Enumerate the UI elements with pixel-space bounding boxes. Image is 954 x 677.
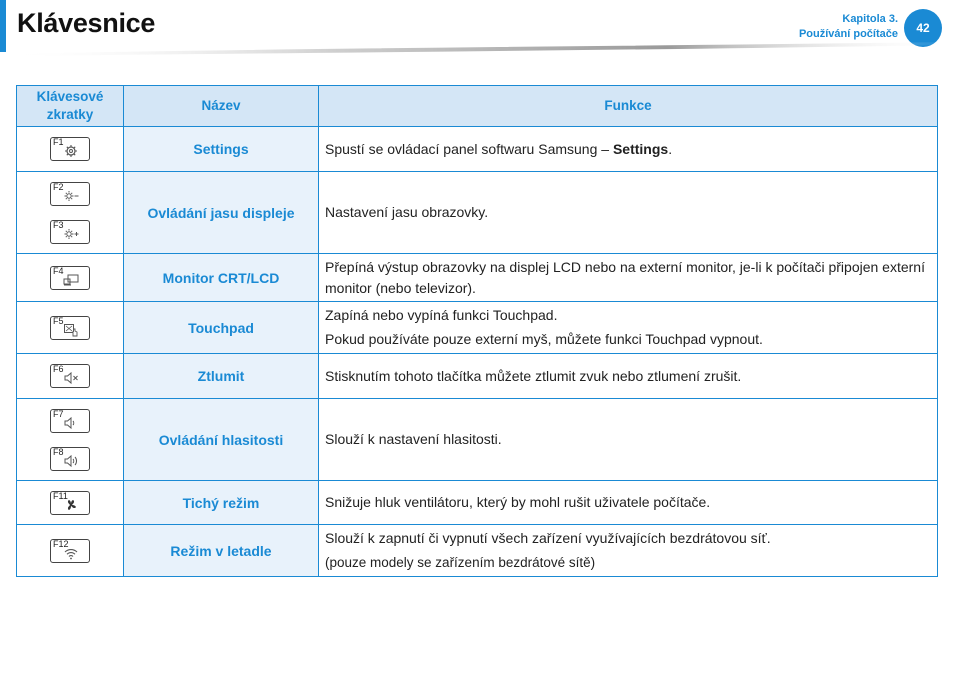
table-row [17,127,938,172]
feature-function [319,399,938,481]
key-label: F2 [53,181,64,192]
feature-function [319,525,938,577]
feature-function [319,302,938,354]
shortcut-cell [17,481,124,525]
key-label: F11 [53,490,68,501]
key-label: F4 [53,265,64,276]
feature-name: Monitor CRT/LCD [124,254,319,302]
feature-name: Ztlumit [124,354,319,399]
function-text: (pouze modely se zařízením bezdrátové sítě) [325,555,596,570]
feature-function [319,172,938,254]
shortcut-cell [17,254,124,302]
key-f6 [50,364,90,388]
key-f1 [50,137,90,161]
shortcut-cell [17,399,124,481]
header-name: Název [124,86,319,127]
function-text: Přepíná výstup obrazovky na displej LCD nebo na externí monitor, je-li k počítači připojen externí monitor (nebo televizor). [325,258,925,296]
key-label: F1 [53,137,64,147]
table-row [17,354,938,399]
shortcut-cell [17,525,124,577]
key-f5 [50,316,90,340]
touchpad-icon [63,322,79,338]
key-label: F6 [53,364,64,374]
table-header-row [17,86,938,127]
feature-function [319,354,938,399]
table-row [17,525,938,577]
function-text: Nastavení jasu obrazovky. [325,204,489,220]
shortcut-table [16,85,938,577]
volume-up-icon [63,453,79,469]
key-label: F12 [53,538,69,549]
feature-function [319,127,938,172]
key-label: F3 [53,219,64,230]
function-end: . [668,140,673,157]
brightness-up-icon [63,226,79,242]
key-f11 [50,491,90,515]
function-bold: Settings [612,140,669,157]
key-label: F7 [53,408,64,419]
key-label: F8 [53,446,64,457]
header-divider-swoosh [0,38,954,62]
table-row [17,302,938,354]
key-f3 [50,220,90,244]
volume-down-icon [63,415,79,431]
chapter-number: Kapitola 3. [842,13,898,25]
shortcut-cell [17,302,124,354]
feature-name: Ovládání hlasitosti [124,399,319,481]
header-function: Funkce [319,86,938,127]
page-title: Klávesnice [17,8,156,38]
function-text: Stisknutím tohoto tlačítka můžete ztlumit zvuk nebo ztlumení zrušit. [325,367,742,384]
function-text: Slouží k nastavení hlasitosti. [325,431,502,447]
key-f12 [50,539,90,563]
table-row [17,481,938,525]
page-number-badge: 42 [904,9,942,47]
mute-icon [63,370,79,386]
chapter-name: Používání počítače [798,28,898,40]
feature-function [319,254,938,302]
feature-name: Tichý režim [124,481,319,525]
feature-function [319,481,938,525]
settings-gear-icon [63,143,79,159]
table-row [17,399,938,481]
key-f2 [50,182,90,206]
feature-name: Touchpad [124,302,319,354]
function-text: Slouží k zapnutí či vypnutí všech zařízení využívajících bezdrátovou síť. [325,530,771,546]
monitor-switch-icon [63,272,79,288]
feature-name: Settings [124,127,319,172]
key-f7 [50,409,90,433]
feature-name: Režim v letadle [124,525,319,577]
function-text: Snižuje hluk ventilátoru, který by mohl rušit uživatele počítače. [325,494,711,510]
shortcut-cell [17,127,124,172]
shortcut-cell [17,354,124,399]
key-f4 [50,266,90,290]
table-row [17,172,938,254]
function-text: Spustí se ovládací panel softwaru Samsung – [325,140,613,157]
function-text: Zapíná nebo vypíná funkci Touchpad. [325,307,558,323]
key-label: F5 [53,315,64,326]
feature-name: Ovládání jasu displeje [124,172,319,254]
function-text: Pokud používáte pouze externí myš, můžete funkci Touchpad vypnout. [325,331,763,347]
fan-icon [63,497,79,513]
table-row [17,254,938,302]
wireless-icon [63,545,79,561]
header-shortcuts: Klávesové zkratky [17,86,124,127]
key-f8 [50,447,90,471]
brightness-down-icon [63,188,79,204]
shortcut-cell [17,172,124,254]
